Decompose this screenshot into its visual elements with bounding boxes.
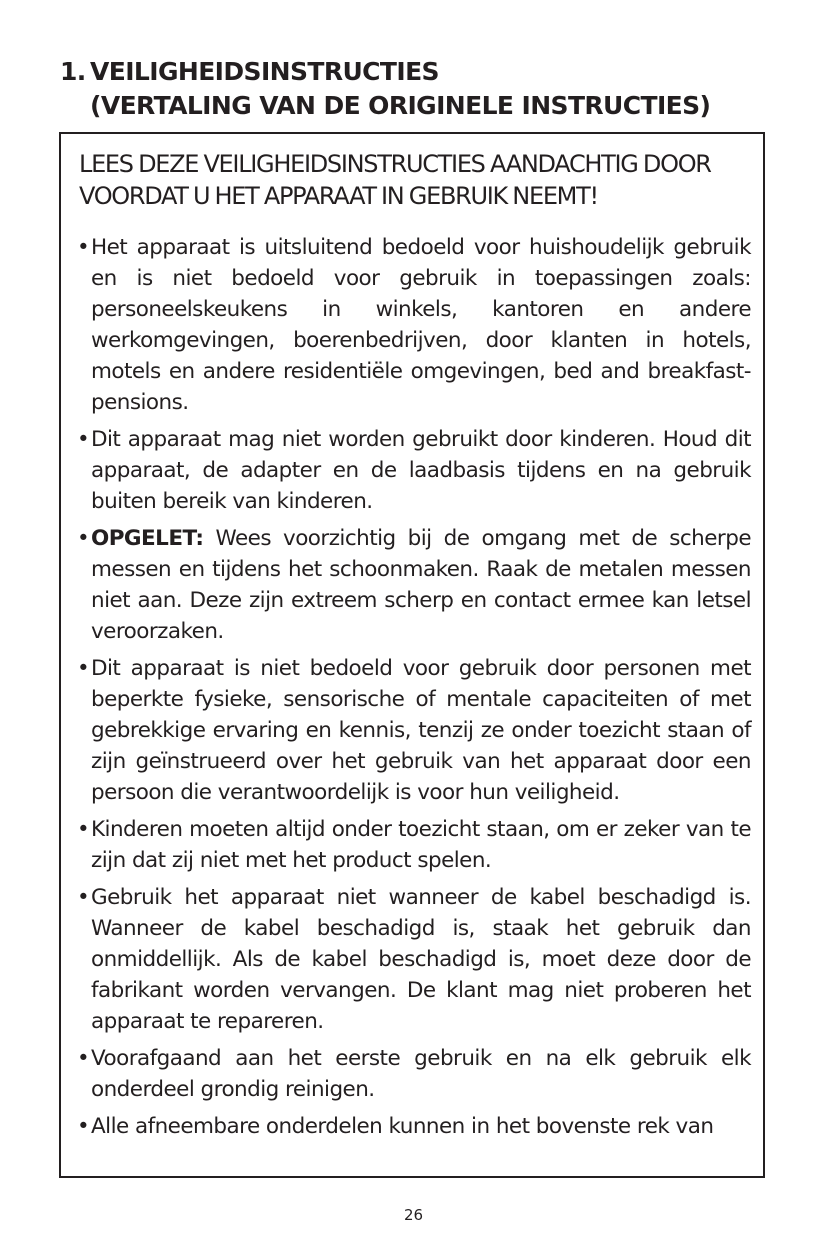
section-heading xyxy=(60,55,780,123)
list-item-text: Gebruik het apparaat niet wanneer de kabel beschadigd is. Wanneer de kabel beschadigd is, staak het gebruik dan onmiddellijk. Als de kabel beschadigd is, moet deze door de fabrikant worden vervangen. De klant mag niet proberen het apparaat te repareren. xyxy=(91,885,751,1034)
bullet-icon: • xyxy=(77,235,90,260)
list-item-text: Voorafgaand aan het eerste gebruik en na elk gebruik elk onderdeel grondig reinigen. xyxy=(91,1046,751,1102)
list-item xyxy=(77,653,751,808)
list-item xyxy=(77,232,751,418)
section-number: 1. xyxy=(60,57,86,86)
list-item-text: Kinderen moeten altijd onder toezicht staan, om er zeker van te zijn dat zij niet met het product spelen. xyxy=(91,817,751,873)
safety-instruction-list xyxy=(77,232,751,1148)
bullet-icon: • xyxy=(77,526,90,551)
list-item-text: Het apparaat is uitsluitend bedoeld voor huishoudelijk gebruik en is niet bedoeld voor gebruik in toepassingen zoals: personeelskeukens in winkels, kantoren en andere werkomgevingen, boerenbedrijven, door klanten in hotels, motels en andere residentiële omgevingen, bed and breakfast-pensions. xyxy=(91,235,751,415)
list-item xyxy=(77,882,751,1037)
list-item xyxy=(77,814,751,876)
warning-label: OPGELET: xyxy=(91,526,204,551)
list-item xyxy=(77,523,751,647)
section-subtitle: (VERTALING VAN DE ORIGINELE INSTRUCTIES) xyxy=(90,91,711,120)
list-item xyxy=(77,424,751,517)
list-item-text: Alle afneembare onderdelen kunnen in het bovenste rek van xyxy=(91,1114,714,1139)
bullet-icon: • xyxy=(77,656,90,681)
intro-warning: LEES DEZE VEILIGHEIDSINSTRUCTIES AANDACHTIG DOOR VOORDAT U HET APPARAAT IN GEBRUIK NEEMT! xyxy=(79,150,711,210)
list-item-text: Wees voorzichtig bij de omgang met de scherpe messen en tijdens het schoonmaken. Raak de metalen messen niet aan. Deze zijn extreem scherp en contact ermee kan letsel veroorzaken. xyxy=(91,526,751,644)
list-item xyxy=(77,1043,751,1105)
safety-instructions-box xyxy=(59,132,765,1178)
list-item-text: Dit apparaat is niet bedoeld voor gebruik door personen met beperkte fysieke, sensorische of mentale capaciteiten of met gebrekkige ervaring en kennis, tenzij ze onder toezicht staan of zijn geïnstrueerd over het gebruik van het apparaat door een persoon die verantwoordelijk is voor hun veiligheid. xyxy=(91,656,751,805)
bullet-icon: • xyxy=(77,427,90,452)
bullet-icon: • xyxy=(77,1114,90,1139)
page-number: 26 xyxy=(403,1206,424,1224)
bullet-icon: • xyxy=(77,885,90,910)
list-item xyxy=(77,1111,751,1142)
list-item-text: Dit apparaat mag niet worden gebruikt door kinderen. Houd dit apparaat, de adapter en de laadbasis tijdens en na gebruik buiten bereik van kinderen. xyxy=(91,427,751,514)
bullet-icon: • xyxy=(77,1046,90,1071)
bullet-icon: • xyxy=(77,817,90,842)
section-title: VEILIGHEIDSINSTRUCTIES xyxy=(90,57,439,86)
